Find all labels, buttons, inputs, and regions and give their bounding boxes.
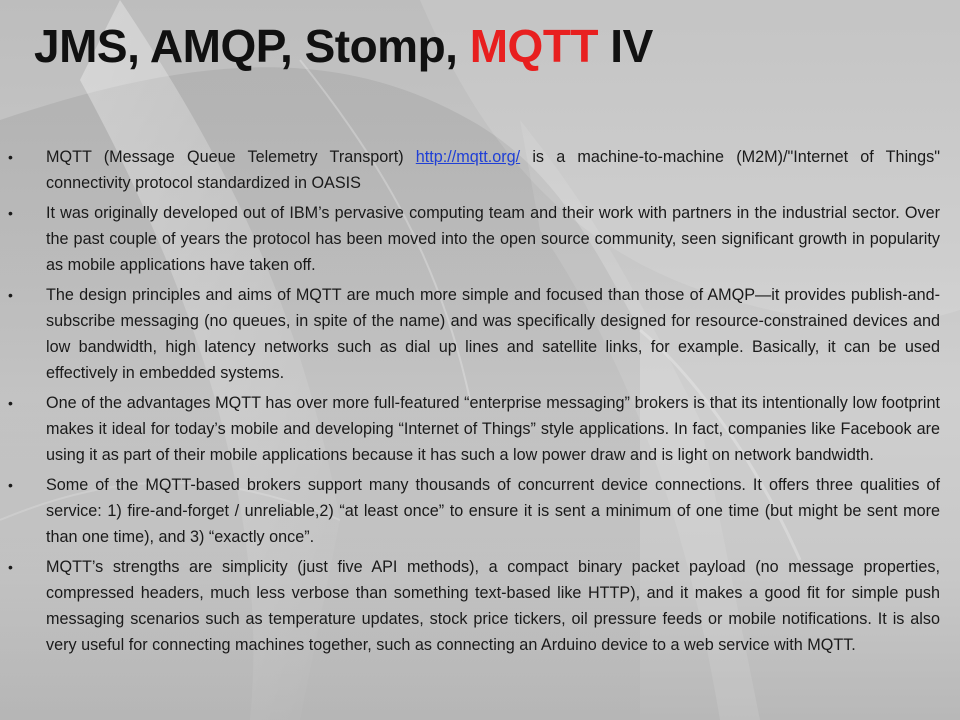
bullet-dot: • (8, 477, 13, 493)
bullet-text: Some of the MQTT-based brokers support many thousands of concurrent device connections. It offers three qualities of service: 1) fire-and-forget / unreliable,2) “at least once” to ensure it is sent a minimum of one time (but might be sent more than one time), and 3) “exactly once”. (46, 476, 940, 546)
title-accent: MQTT (469, 20, 599, 72)
bullet-text-after: is a machine-to-machine (M2M)/"Internet of Things" connectivity protocol standardized in OASIS (46, 148, 941, 192)
bullet-list (8, 144, 940, 662)
bullet-text-before: MQTT (Message Queue Telemetry Transport) (46, 148, 416, 166)
bullet-item (8, 472, 940, 550)
bullet-item (8, 144, 940, 196)
bullet-text: The design principles and aims of MQTT are much more simple and focused than those of AMQP—it provides publish-and-subscribe messaging (no queues, in spite of the name) and was specifically designed for resource-constrained devices and low bandwidth, high latency networks such as dial up lines and satellite links, for example. Basically, it can be used effectively in embedded systems. (46, 286, 940, 382)
bullet-item (8, 282, 940, 386)
bullet-dot: • (8, 149, 13, 165)
title-main: JMS, AMQP, Stomp, (34, 20, 470, 72)
bullet-item (8, 554, 940, 658)
bullet-text: It was originally developed out of IBM’s pervasive computing team and their work with partners in the industrial sector. Over the past couple of years the protocol has been moved into the open source community, seen significant growth in popularity as mobile applications have taken off. (46, 204, 940, 274)
bullet-dot: • (8, 395, 13, 411)
title-suffix: IV (598, 20, 653, 72)
bullet-text (46, 144, 940, 196)
bullet-text: One of the advantages MQTT has over more full-featured “enterprise messaging” brokers is that its intentionally low footprint makes it ideal for today’s mobile and developing “Internet of Things” style applications. In fact, companies like Facebook are using it as part of their mobile applications because it has such a low power draw and is light on network bandwidth. (46, 394, 940, 464)
bullet-item (8, 390, 940, 468)
bullet-dot: • (8, 287, 13, 303)
mqtt-org-link[interactable]: http://mqtt.org/ (415, 148, 521, 166)
bullet-item (8, 200, 940, 278)
bullet-dot: • (8, 559, 13, 575)
slide-title (34, 16, 653, 76)
bullet-dot: • (8, 205, 13, 221)
bullet-text: MQTT’s strengths are simplicity (just five API methods), a compact binary packet payload (no message properties, compressed headers, much less verbose than something text-based like HTTP), and it makes a good fit for simple push messaging scenarios such as temperature updates, stock price tickers, oil pressure feeds or mobile notifications. It is also very useful for connecting machines together, such as connecting an Arduino device to a web service with MQTT. (46, 558, 940, 654)
